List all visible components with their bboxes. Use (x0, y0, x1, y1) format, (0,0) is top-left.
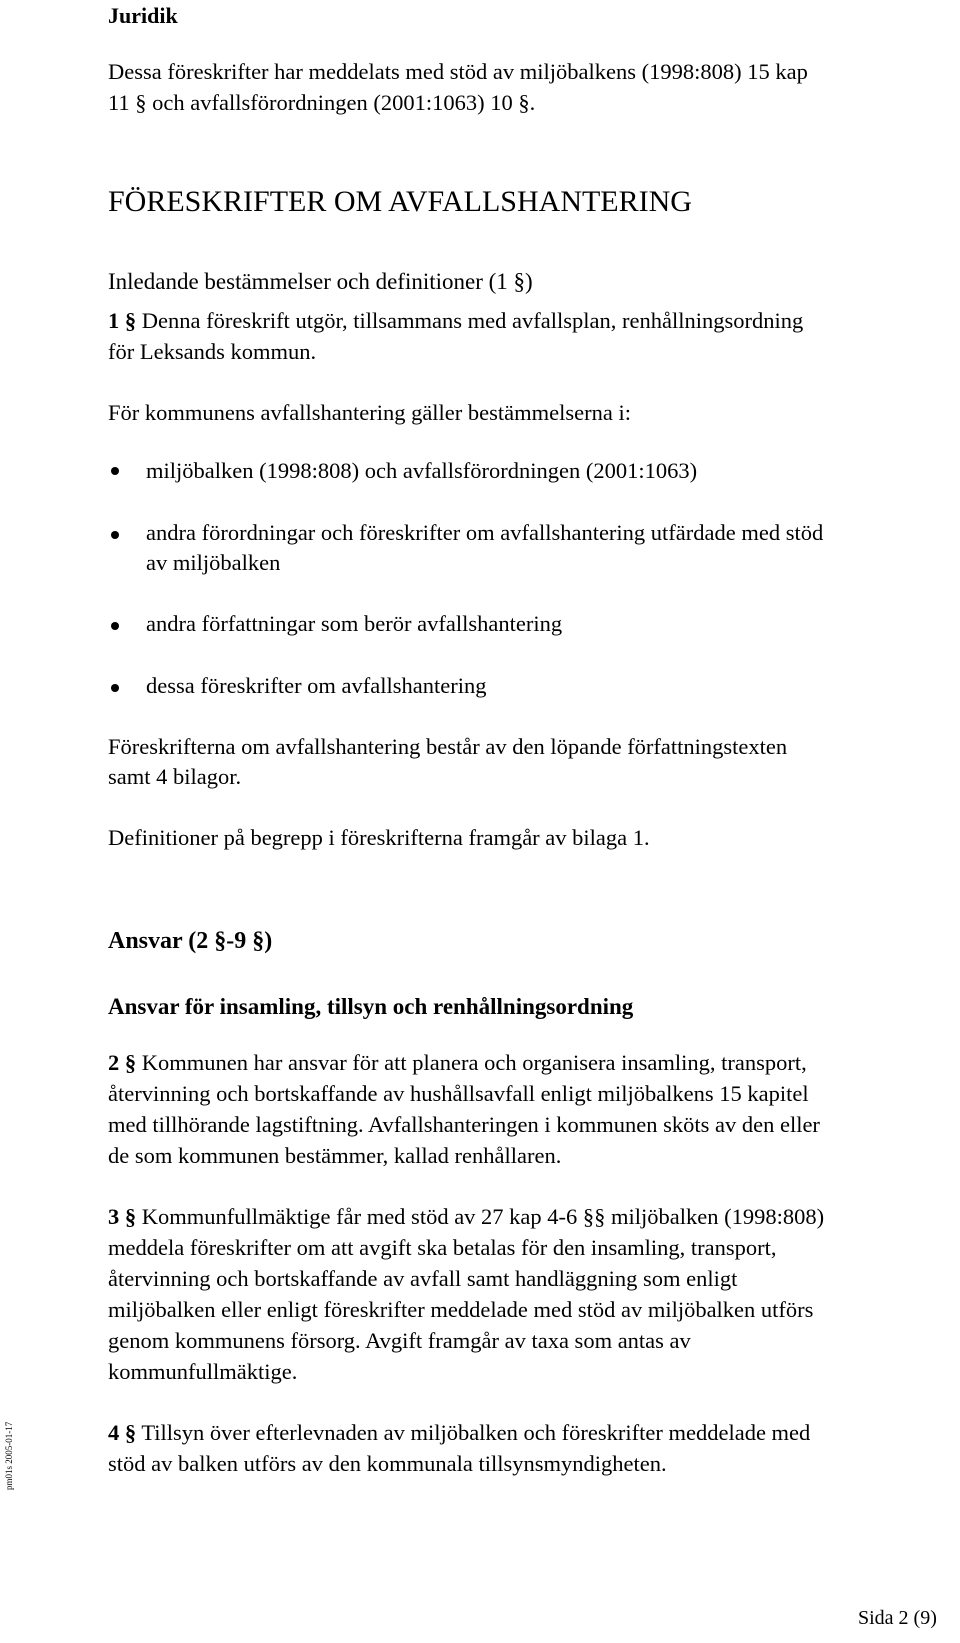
bullet-icon (111, 684, 119, 692)
list-item: dessa föreskrifter om avfallshantering (146, 673, 487, 698)
paragraph-text: Denna föreskrift utgör, tillsammans med avfallsplan, renhållningsordning (136, 308, 804, 333)
paragraph-3-line: genom kommunens försorg. Avgift framgår av taxa som antas av (108, 1328, 691, 1353)
paragraph-2-line: återvinning och bortskaffande av hushållsavfall enligt miljöbalkens 15 kapitel (108, 1081, 809, 1106)
list-item: miljöbalken (1998:808) och avfallsförordningen (2001:1063) (146, 458, 698, 483)
paragraph-1-line (108, 305, 803, 336)
subsection-heading: Ansvar för insamling, tillsyn och renhållningsordning (108, 994, 634, 1019)
bullet-icon (111, 531, 119, 539)
paragraph-4-line: stöd av balken utförs av den kommunala tillsynsmyndigheten. (108, 1451, 667, 1476)
paragraph-number: 2 § (108, 1050, 137, 1075)
paragraph-text: samt 4 bilagor. (108, 764, 242, 789)
section-heading-juridik: Juridik (108, 3, 178, 28)
paragraph-2-line (108, 1047, 807, 1078)
paragraph-2-line: med tillhörande lagstiftning. Avfallshanteringen i kommunen sköts av den eller (108, 1112, 820, 1137)
paragraph-3-line (108, 1201, 824, 1232)
paragraph-3-line: återvinning och bortskaffande av avfall samt handläggning som enligt (108, 1266, 738, 1291)
bullet-icon (111, 467, 119, 475)
paragraph-text: Kommunfullmäktige får med stöd av 27 kap 4-6 §§ miljöbalken (1998:808) (136, 1204, 825, 1229)
list-item: andra författningar som berör avfallshantering (146, 611, 563, 636)
paragraph-text: För kommunens avfallshantering gäller bestämmelserna i: (108, 400, 631, 425)
paragraph-text: Kommunen har ansvar för att planera och organisera insamling, transport, (136, 1050, 807, 1075)
paragraph-text: Föreskrifterna om avfallshantering består av den löpande författningstexten (108, 734, 788, 759)
bullet-icon (111, 622, 119, 630)
juridik-text-line: 11 § och avfallsförordningen (2001:1063) 10 §. (108, 90, 536, 115)
paragraph-number: 3 § (108, 1204, 137, 1229)
page-number: Sida 2 (9) (858, 1607, 937, 1629)
paragraph-text: Tillsyn över efterlevnaden av miljöbalken och föreskrifter meddelade med (136, 1420, 811, 1445)
section-heading-ansvar: Ansvar (2 §-9 §) (108, 928, 273, 954)
list-item: andra förordningar och föreskrifter om avfallshantering utfärdade med stöd (146, 520, 824, 545)
paragraph-3-line: kommunfullmäktige. (108, 1359, 298, 1384)
document-version-note: pm01s 2005-01-17 (4, 1421, 14, 1490)
paragraph-2-line: de som kommunen bestämmer, kallad renhållaren. (108, 1143, 562, 1168)
section-heading-inledande: Inledande bestämmelser och definitioner (1 §) (108, 269, 533, 294)
paragraph-text: Definitioner på begrepp i föreskrifterna framgår av bilaga 1. (108, 825, 650, 850)
paragraph-number: 4 § (108, 1420, 137, 1445)
list-item: av miljöbalken (146, 550, 281, 575)
page-title: FÖRESKRIFTER OM AVFALLSHANTERING (108, 185, 692, 218)
paragraph-3-line: meddela föreskrifter om att avgift ska betalas för den insamling, transport, (108, 1235, 777, 1260)
paragraph-4-line (108, 1417, 810, 1448)
paragraph-3-line: miljöbalken eller enligt föreskrifter meddelade med stöd av miljöbalken utförs (108, 1297, 814, 1322)
paragraph-1-line: för Leksands kommun. (108, 339, 317, 364)
juridik-text-line: Dessa föreskrifter har meddelats med stöd av miljöbalkens (1998:808) 15 kap (108, 59, 808, 84)
paragraph-number: 1 § (108, 308, 137, 333)
